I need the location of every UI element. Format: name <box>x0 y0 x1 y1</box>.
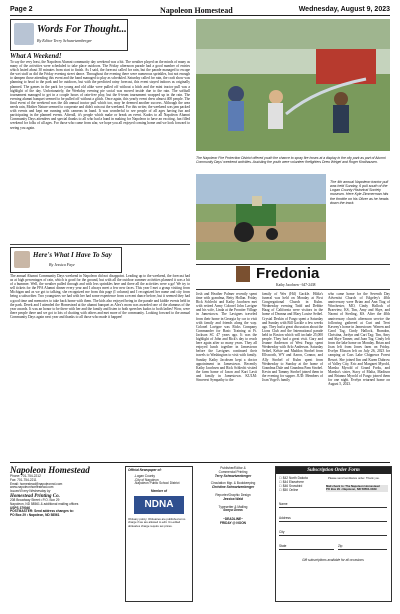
photo2-caption: The 4th annual Napoleon tractor pull was held Sunday, 6 pull south of the Logan County Historical Society museum. Here Kyle Zimmerman hits the throttle on his Oliver as he heads down the track. <box>330 179 389 206</box>
official-box <box>125 466 193 602</box>
po-box: PO Box 29 • Napoleon, ND 58561 <box>10 513 60 518</box>
rate: ☐ $46 Snowbird <box>279 484 303 488</box>
column-byline: By Editor Terry Schwartzenberger <box>37 38 92 43</box>
issue-date: Wednesday, August 9, 2023 <box>298 6 390 13</box>
field-label: State <box>279 544 287 548</box>
mail-to-line1: Mail check to: The Napoleon Homestead <box>326 484 380 488</box>
address1: 208 Broadway Street • P.O. Box 29 <box>10 497 60 502</box>
fredonia-title: Fredonia <box>256 265 320 282</box>
masthead-box <box>10 465 122 518</box>
publisher-company: Homestead Printing Co. <box>10 493 60 499</box>
rate: ☐ $42 North Dakota <box>279 476 308 480</box>
ndna-logo: NDNA <box>134 496 184 514</box>
divider <box>10 244 190 245</box>
phone: Phone: 701-754-2212 <box>10 474 41 478</box>
rate-label: $42 North Dakota <box>282 476 308 480</box>
rate: ☐ $50 Online <box>279 488 299 492</box>
paper-name: Napoleon Homestead <box>160 6 233 15</box>
column2-header-box <box>10 247 122 273</box>
official-item: -Logan County <box>134 473 155 478</box>
staff-role: Typesetter & Mailing <box>218 504 248 509</box>
editor-photo <box>14 23 34 45</box>
official-item: -City of Napoleon <box>134 477 159 482</box>
address2: Napoleon, ND 58561 & additional mailing offices <box>10 501 79 506</box>
staff-name: Terry Schwartzenberger <box>214 473 252 478</box>
fredonia-correspondent: Kathy Jacobsen - 647-2438 <box>276 283 316 287</box>
masthead-title: Napoleon Homestead <box>10 465 90 475</box>
rate: ☐ $44 Elsewhere <box>279 480 304 484</box>
staff-role: Reporter/Graphic Design <box>215 492 251 497</box>
fredonia-col2: family of Wes (Hil) Gackle. Hilda's funeral was held on Monday at First Congregational Church in Kulm. Wednesday evening Todd and Debbie Haag of California were visitors in the home of Deanna and Mary Louise Seibel. Crystal Deskin of Fargo spent a Saturday and Sunday with Bill Gackle a few weeks ago. They had a great discussion about the Lions Club and the International parade held in Boston which will include 25,000 people. They had a great visit. Gary and Jeanne Anderson of West Fargo spent Wednesday with Arlo Anderson. Saturday Seibel, Kelsie and Maddox Strobel from Ellsworth, WY and Aaron, Connor, and Ally Strobel of Kulm spent from Wednesday to Sunday at the home of Grandma Dale and Grandma Pam Strobel. Kevin and Tammy Strobel joined them in the evening for supper. JUD: Members of Joan Vogel's family <box>262 292 323 382</box>
staff-name: Christine Schwartzenberger <box>211 485 255 490</box>
email: Email: homestead@napoleonnd.com <box>10 481 63 486</box>
reporter-photo <box>14 251 30 268</box>
deadline-label: ~DEADLINE~ <box>222 517 243 522</box>
field-label: Address <box>279 516 291 520</box>
mail-to-line2: PO Box 29 • Napoleon, ND 58561-0029 <box>326 487 377 492</box>
field-label: City <box>279 530 285 534</box>
column2-title: Here's What I Have To Say <box>33 251 112 259</box>
staff-role: Circulation Mgr. & Bookkeeping <box>210 481 256 486</box>
tractor-pull-photo <box>196 174 326 260</box>
fredonia-banner <box>196 264 390 290</box>
issued: Issued Every Wednesday by <box>10 489 51 494</box>
fire-hose-photo <box>196 19 390 151</box>
state-field[interactable] <box>279 545 334 550</box>
fredonia-col3: who came home for the Seventh Day Adventist Church of Edgeley's 40th anniversary were Brian and Ann Tiag of Winchester, MO, Cindy Hallock of Braeview, KS, Tim, Amy and Skye, and Naomi of Sterling, KS. After the 40th anniversary church afternoon service the following gathered at Curt and Terri Kaveny's home in Jamestown: Warren and Carol Tag, Cindy Hallock, Brandon, Christina, Jordyn and Cari Tag; Tim, Amy and Skye Tanner, and Joan Tag. Cindy left from the lake home on Monday. Brian and Joan left from Jones farm on Friday. Evelyn Eliason left on July 26, 2023 for camping at Cass Lake Chippewa Forest Resort. She joined Jim and Karen Dubrow of Valley City, Eric and Margaret Myrold, Marsha Myrold of Grand Forks, and Marsha's sister, Stacy of Malta, Madison and Brianna Myrold of Fargo joined them for one night. Evelyn returned home on August 5, 2023. <box>328 292 390 387</box>
staff-name: Jessica Waid <box>223 496 243 501</box>
staff-box <box>195 467 271 526</box>
postmaster: POSTMASTER: Send address changes to: <box>10 509 74 514</box>
staff-role-sub: Commercial Printing <box>218 469 248 474</box>
field-label: Name <box>279 502 288 506</box>
official-title: Official Newspaper of: <box>128 468 162 472</box>
photo1-caption: The Napoleon Fire Protection District offered youth the chance to spray fire hoses at a display in the city park as part of Alumni Community Days' weekend activities. Assisting the youth were volunteer firefighters Drew Weigel and Roger Kindhausen. <box>196 156 386 165</box>
column-header-box <box>10 19 128 51</box>
rate-label: $50 Online <box>282 488 299 492</box>
address-field[interactable] <box>279 517 387 522</box>
rate-label: $46 Snowbird <box>282 484 303 488</box>
rate-label: $44 Elsewhere <box>282 480 304 484</box>
city-field[interactable] <box>279 531 387 536</box>
subscription-form <box>275 466 392 602</box>
column-body: To say the very least, the Napoleon Alumni community day weekend was a hit. The weather played on the minds of many as many of the activities were scheduled to take place outdoors. The Friday afternoon parade had a good number of entries which lasted about 30 minutes from start to finish. As I said, the forecast called for rain, but the parade managed to escape the wet stuff as did the Friday evening street dance. Throughout the evening there were numerous sprinkles, but not enough to dampen those attending this event and the band managed to play as scheduled. Saturday called for rain, the craft show was planning to head to the park and be outdoors, but with the predicted rainy forecast, this event stayed indoors as originally planned. The games in the park for young and old alike were pulled off without a hitch and the mini tractor pull was a highlight of the day. Unfortunately, the Weekday evening pie social was moved inside due to the rain. The softball tournament managed to get in a couple hours of rain-free play, but the 6-team tournament wrapped up in the rain. The evening alumni banquet seemed to be pulled off without a glitch. Once again, this yearly event drew almost 400 people. The final event of the weekend was the 4th annual tractor pull which too, may be deemed another success. Although the area needs rain, Mother Nature seemed to cooperate and didn't rain out the weekend. For this writer, the weekend was jam packed with events and kept me running with cameras in hand. It was wonderful to see people of all ages having fun and participating in the planned events. Afterall, it's people which make or break an event. Kudos to all Napoleon Alumni Community Days attendees and special thanks to all who had a hand in making for Napoleon to have an exciting, fun filled weekend for folks of all ages. For those who came from afar, we hope you all enjoyed coming home and we look forward to seeing you again. <box>10 60 190 130</box>
column2-body: The annual Alumni Community Days weekend in Napoleon did not disappoint. Leading up to the weekend, the forecast had us at high percentages of rain, which is good for the ground, but with all the outdoor summer activities planned it was a bit of a bummer. Well, the weather pulled through and with less sprinkles here and there all the activities were a go! We try to sell tickets for the FFA Alumni dinner every year and I always meet a few new faces. This year I met a group visiting from Michigan and as we got to talking, she recognized me from this page (I column) and I recognized her name and city from being a subscriber. Two youngsters we had with her had some experience from a recent dance before, but it seemed they had a good time and memories to take back home with them. The kids also enjoyed being in the parade and kiddie events held in the park. Derek and I attended the Homestead at the alumni banquet as Alex's mom was awarded one of the alumnus of the year awards. It was an honor to be there with her and the family and listen to both speeches kudos to both ladies! Wow, were there people there and we got to lots of chatting with others and met more of the community. Looking forward to the annual Community Days again next year and thanks to all those who made it happen! <box>10 274 190 319</box>
mail-to <box>326 485 388 492</box>
page-number: Page 2 <box>10 6 33 13</box>
gift-note: Gift subscriptions available for all occasions <box>302 558 364 562</box>
staff-role: Publisher/Editor & <box>220 466 246 470</box>
usps: USPS 379040 <box>10 505 31 510</box>
website: www.napoleonhomestead.com <box>10 485 54 490</box>
member-of: Member of <box>150 489 168 494</box>
zip-field[interactable] <box>338 545 387 550</box>
column-title: Words For Thought... <box>37 24 127 35</box>
official-item: -Napoleon Public School District <box>134 481 180 486</box>
obituary-policy: Obituary policy: Obituaries are published at no charge if we are allowed to edit. Un-edited obituaries charge require set prices. <box>128 516 186 528</box>
name-field[interactable] <box>279 503 387 508</box>
fredonia-col1: Josh and Heather Palmer recently spent time with grandma, Betty Hollan. Friday Rick Schlecht and Kathy Jacobsen met with retired Army Colonel John Lavigne and his wife, Linda at the Frontier Village in Jamestown. The Lavignes traveled from their home in Georgia by car to visit with family and friends along the way. Colonel Lavigne was Ricks Company Commander for Basic Training at Ft. Jackson SC 47 years ago. It was the highlight of John and Rick's day to reach here again after so many years. They all enjoyed lunch together in Jamestown before the Lavignes continued their travels to Washington to visit with family. Sunday Kathy Jacobsen kept a doctor appointment in Jamestown. Recently Kathy Jacobsen and Rick Schlecht visited the farm home of Jason and Kari Lavit and family in Jamestown. KULM: Sincerest Sympathy to the <box>196 292 257 382</box>
column-heading: What A Weekend! <box>10 52 62 60</box>
fax: Fax: 701-754-2211 <box>10 477 37 482</box>
page-header <box>10 5 390 16</box>
staff-name: Sonya Gross <box>223 508 243 513</box>
subscription-title: Subscription Order Form <box>276 467 391 474</box>
field-label: Zip <box>338 544 343 548</box>
subscription-note: Please send remittance order. Thank you. <box>328 476 380 480</box>
column2-byline: By Jessica Faye <box>49 262 75 267</box>
deadline-time: FRIDAY @ NOON <box>220 520 246 525</box>
barn-icon <box>236 266 250 282</box>
